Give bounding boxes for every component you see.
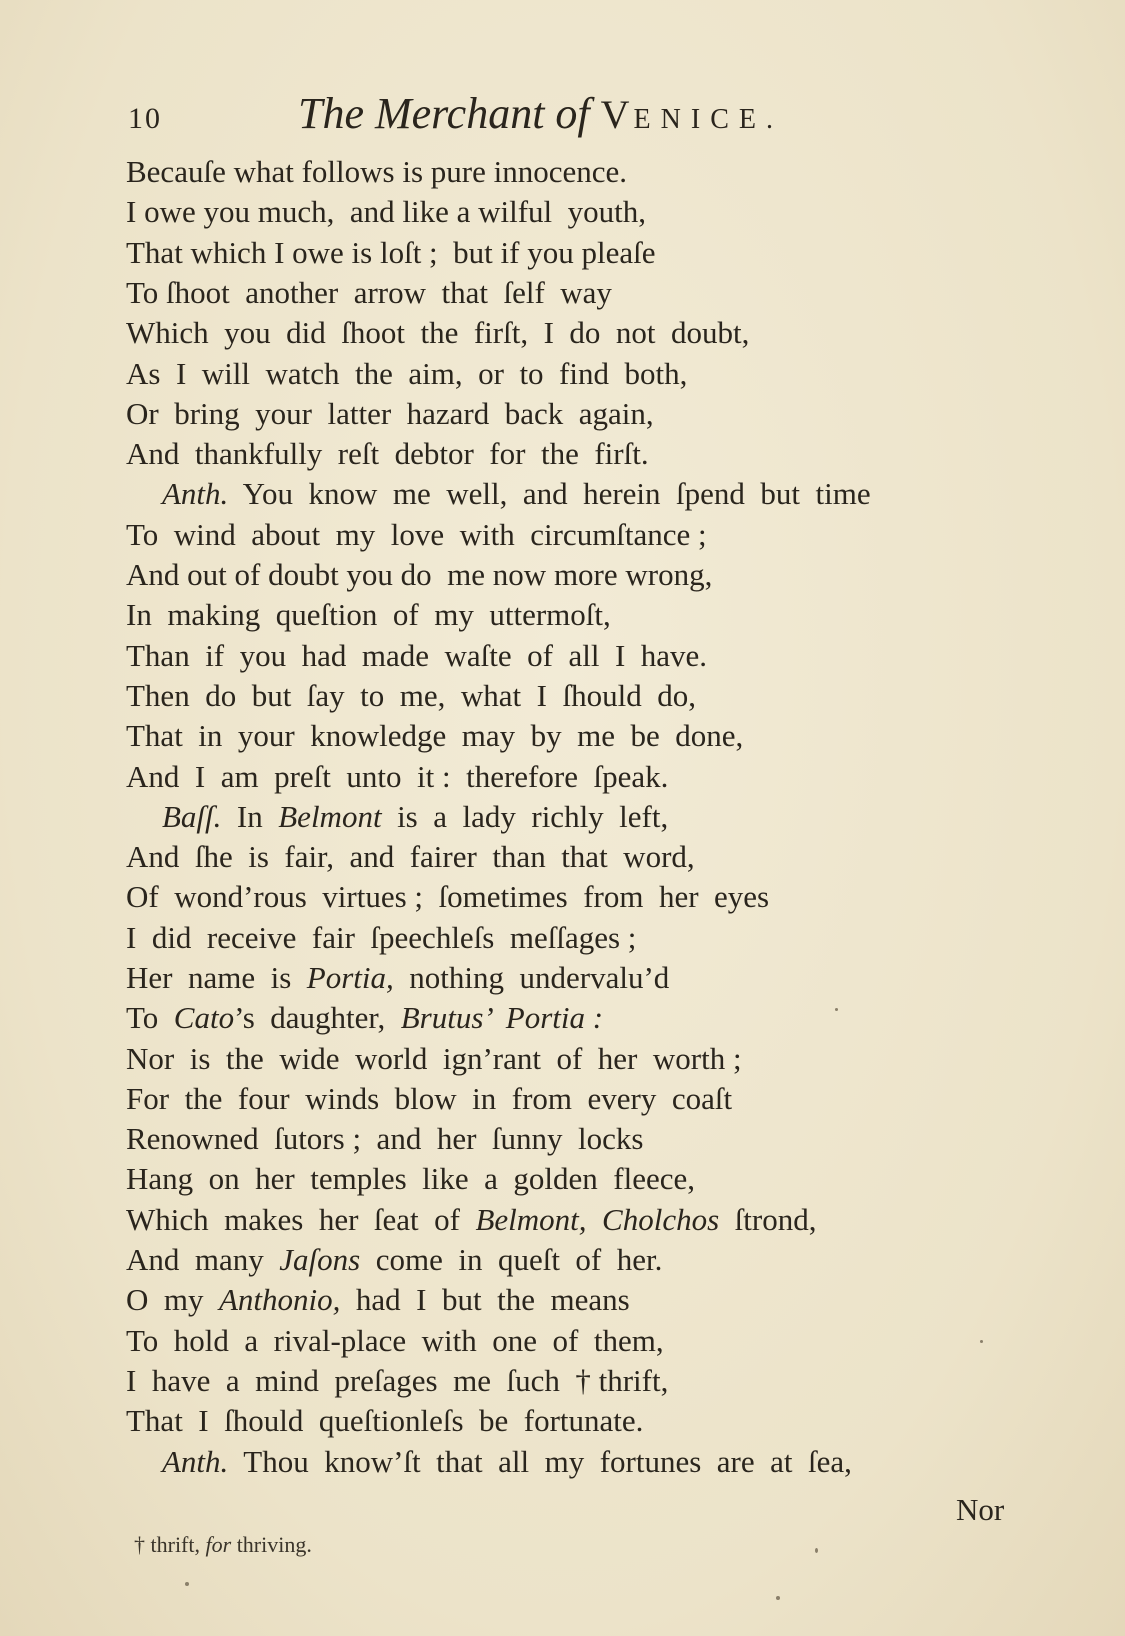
verse-line xyxy=(126,434,649,474)
verse-text: To xyxy=(126,1000,174,1035)
verse-text: In xyxy=(221,799,279,834)
verse-line xyxy=(126,1079,732,1119)
paper-speck xyxy=(776,1596,780,1600)
verse-text: ’s daughter, xyxy=(234,1000,401,1035)
verse-text: As I will watch the aim, or to find both, xyxy=(126,356,688,391)
verse-line xyxy=(126,837,695,877)
verse-text: had I but the means xyxy=(340,1282,630,1317)
verse-text: I have a mind preſages me ſuch † thrift, xyxy=(126,1363,669,1398)
verse-line xyxy=(126,394,654,434)
verse-text: To ſhoot another arrow that ſelf way xyxy=(126,275,612,310)
verse-line xyxy=(126,676,696,716)
verse-line xyxy=(126,152,627,192)
paper-speck xyxy=(835,1008,838,1011)
verse-line xyxy=(126,233,655,273)
verse-line xyxy=(126,354,687,394)
verse-line xyxy=(126,877,769,917)
verse-text: I owe you much, and like a wilful youth, xyxy=(126,194,647,229)
verse-line xyxy=(126,1361,668,1401)
speaker-name: Baſſ. xyxy=(162,799,222,834)
verse-text: Anthonio, xyxy=(219,1282,341,1317)
verse-text: Belmont, xyxy=(475,1202,587,1237)
verse-text: Of wond’rous virtues ; ſometimes from her eyes xyxy=(126,879,770,914)
running-header xyxy=(128,88,868,148)
verse-line xyxy=(126,273,612,313)
verse-text: For the four winds blow in from every coaſt xyxy=(126,1081,733,1116)
verse-line xyxy=(126,1119,643,1159)
verse-text: Cholchos xyxy=(602,1202,720,1237)
paper-speck xyxy=(815,1548,818,1553)
verse-text: Cato xyxy=(173,1000,235,1035)
footnote-mark: † xyxy=(134,1532,145,1557)
verse-line xyxy=(126,998,603,1038)
verse-text: To hold a rival-place with one of them, xyxy=(126,1323,664,1358)
footnote-italic: for xyxy=(205,1532,232,1557)
verse-text: is a lady richly left, xyxy=(381,799,669,834)
verse-line xyxy=(126,595,611,635)
verse-line xyxy=(126,1159,695,1199)
verse-text: Or bring your latter hazard back again, xyxy=(126,396,654,431)
verse-text: That which I owe is loſt ; but if you pleaſe xyxy=(126,235,656,270)
verse-line xyxy=(126,958,669,998)
paper-speck xyxy=(980,1340,983,1343)
verse-line xyxy=(162,474,871,514)
verse-text: Her name is xyxy=(126,960,307,995)
verse-text: That in your knowledge may by me be done, xyxy=(126,718,744,753)
verse-text: And ſhe is fair, and fairer than that word, xyxy=(126,839,695,874)
page-number: 10 xyxy=(128,102,162,135)
footnote-rest: thriving. xyxy=(231,1532,312,1557)
verse-line xyxy=(126,1401,643,1441)
verse-text: Becauſe what follows is pure innocence. xyxy=(126,154,627,189)
verse-line xyxy=(126,918,636,958)
verse-text: I did receive fair ſpeechleſs meſſages ; xyxy=(126,920,637,955)
paper-speck xyxy=(185,1582,189,1586)
verse-line xyxy=(126,1200,816,1240)
verse-text: That I ſhould queſtionleſs be fortunate. xyxy=(126,1403,644,1438)
verse-text: Belmont xyxy=(278,799,382,834)
verse-text: nothing undervalu’d xyxy=(393,960,670,995)
verse-text: Which makes her ſeat of xyxy=(126,1202,476,1237)
verse-text: Hang on her temples like a golden fleece, xyxy=(126,1161,695,1196)
verse-text: O my xyxy=(126,1282,219,1317)
title-rest: ENICE. xyxy=(633,104,783,135)
verse-text: And out of doubt you do me now more wrong, xyxy=(126,557,713,592)
verse-text: Thou know’ſt that all my fortunes are at ſea, xyxy=(228,1444,852,1479)
verse-line xyxy=(126,716,743,756)
catchword: Nor xyxy=(956,1492,1005,1527)
title-prefix: The Merchant of xyxy=(298,89,601,138)
verse-block xyxy=(0,152,1125,1502)
verse-text: To wind about my love with circumſtance ; xyxy=(126,517,707,552)
verse-text: come in queſt of her. xyxy=(360,1242,663,1277)
verse-line xyxy=(126,1280,630,1320)
running-title xyxy=(298,88,783,139)
verse-line xyxy=(126,313,749,353)
verse-text: Nor is the wide world ign’rant of her worth ; xyxy=(126,1041,742,1076)
verse-text: Portia, xyxy=(306,960,394,995)
verse-text: Renowned ſutors ; and her ſunny locks xyxy=(126,1121,644,1156)
verse-text: You know me well, and herein ſpend but time xyxy=(228,476,871,511)
verse-text xyxy=(587,1202,603,1237)
speaker-name: Anth. xyxy=(162,1444,229,1479)
verse-line xyxy=(162,1442,852,1482)
verse-line xyxy=(126,192,646,232)
verse-line xyxy=(126,1240,662,1280)
verse-text: And many xyxy=(126,1242,280,1277)
verse-text: Jaſons xyxy=(279,1242,361,1277)
verse-text: Which you did ſhoot the firſt, I do not doubt, xyxy=(126,315,750,350)
verse-text: And thankfully reſt debtor for the firſt. xyxy=(126,436,649,471)
verse-text: ſtrond, xyxy=(719,1202,817,1237)
verse-text: Brutus’ Portia : xyxy=(400,1000,604,1035)
verse-line xyxy=(126,636,707,676)
verse-line xyxy=(126,555,712,595)
footnote xyxy=(134,1532,312,1558)
verse-line xyxy=(126,1039,742,1079)
verse-line xyxy=(126,515,707,555)
verse-line xyxy=(126,757,668,797)
verse-text: And I am preſt unto it : therefore ſpeak. xyxy=(126,759,669,794)
verse-text: Than if you had made waſte of all I have. xyxy=(126,638,708,673)
verse-text: In making queſtion of my uttermoſt, xyxy=(126,597,611,632)
verse-text: Then do but ſay to me, what I ſhould do, xyxy=(126,678,696,713)
footnote-word: thrift, xyxy=(145,1532,206,1557)
verse-line xyxy=(126,1321,664,1361)
speaker-name: Anth. xyxy=(162,476,229,511)
title-capital: V xyxy=(600,92,634,137)
verse-line xyxy=(162,797,668,837)
